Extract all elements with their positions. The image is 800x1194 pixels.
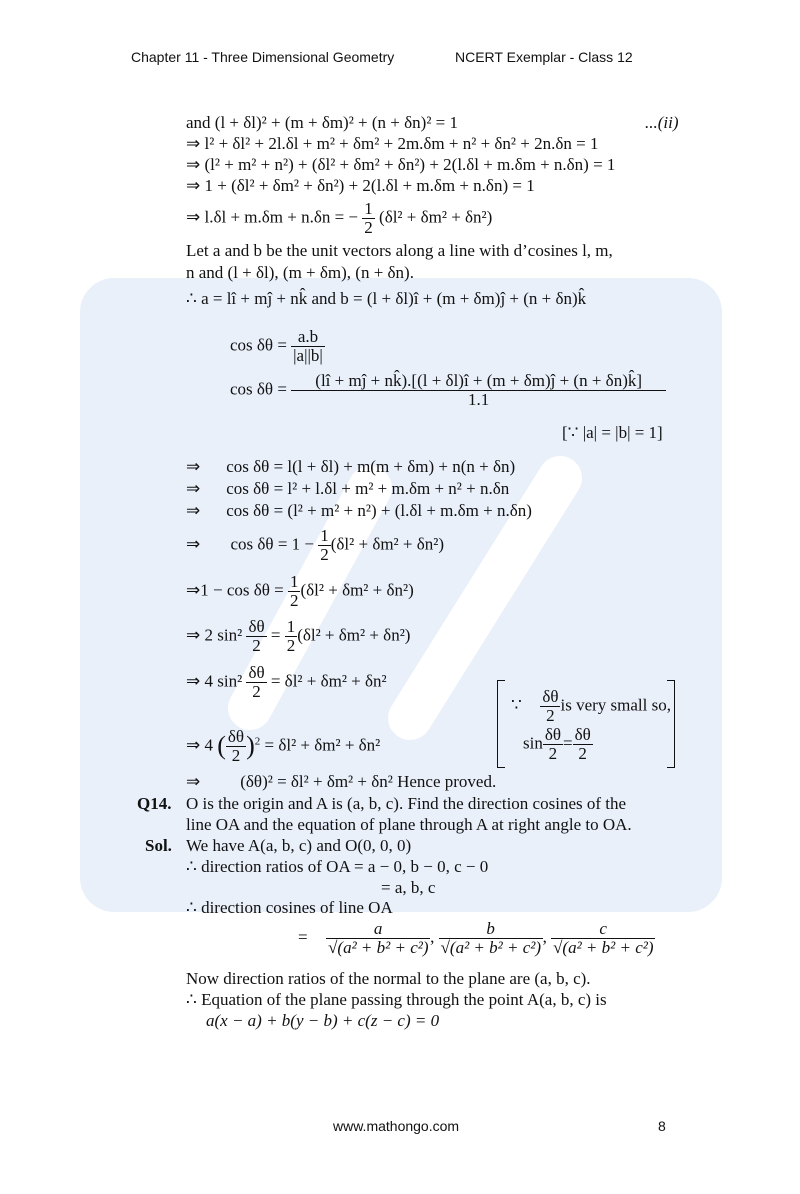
small-angle-note: ∵ $\frac{\delta\theta}{2}$ is very small so, sin $\frac{\delta\theta}{2}$ = $\frac{\delta\theta}{2}$ [497,680,675,766]
grouped-line: ⇒ (l² + m² + n²) + (δl² + δm² + δn²) + 2(l.δl + m.δm + n.δn) = 1 [186,155,616,174]
solution-line-3: = a, b, c [381,878,436,897]
step-1: ⇒ cos δθ = l(l + δl) + m(m + δm) + n(n + δn) [186,457,516,476]
solution-line-1: We have A(a, b, c) and O(0, 0, 0) [186,836,412,855]
let-statement-1: Let a and b be the unit vectors along a line with d’cosines l, m, [186,241,613,260]
equation-ii: and (l + δl)² + (m + δm)² + (n + δn)² = 1 [186,113,458,132]
question-text-1: O is the origin and A is (a, b, c). Find the direction cosines of the [186,794,627,813]
result-rhs: (δl² + δm² + δn²) [379,207,493,227]
book-title: NCERT Exemplar - Class 12 [455,49,633,65]
step-2: ⇒ cos δθ = l² + l.δl + m² + m.δm + n² + n.δn [186,479,510,498]
result-lhs: ⇒ l.δl + m.δm + n.δn = − [186,207,359,227]
half-fraction: $\frac{1}{2}$ [364,199,373,237]
let-statement-2: n and (l + δl), (m + δm), (n + δn). [186,263,414,282]
question-text-2: line OA and the equation of plane through A at right angle to OA. [186,815,632,834]
step-3: ⇒ cos δθ = (l² + m² + n²) + (l.δl + m.δm + n.δn) [186,501,532,520]
simplified-line: ⇒ 1 + (δl² + δm² + δn²) + 2(l.δl + m.δm + n.δn) = 1 [186,176,535,195]
step-8: ⇒ 4 ( $\frac{\delta\theta}{2}$ )$^2$ = δl² + δm² + δn² [186,727,381,765]
plane-equation: a(x − a) + b(y − b) + c(z − c) = 0 [206,1011,440,1030]
expansion-line: ⇒ l² + δl² + 2l.δl + m² + δm² + 2m.δm + n² + δn² + 2n.δn = 1 [186,134,599,153]
step-4: ⇒ cos δθ = 1 − $\frac{1}{2}$ (δl² + δm² + δn²) [186,526,445,564]
solution-label: Sol. [145,836,172,855]
vector-definition: ∴ a = lî + mĵ + nk̂ and b = (l + δl)î + (m + δm)ĵ + (n + δn)k̂ [186,289,587,308]
solution-line-5: Now direction ratios of the normal to the plane are (a, b, c). [186,969,591,988]
step-5: ⇒1 − cos δθ = $\frac{1}{2}$ (δl² + δm² + δn²) [186,572,414,610]
footer-website: www.mathongo.com [333,1118,460,1134]
equation-tag: ...(ii) [645,113,679,132]
final-result: ⇒ (δθ)² = δl² + δm² + δn² Hence proved. [186,772,497,791]
step-7: ⇒ 4 sin² $\frac{\delta\theta}{2}$ = δl² + δm² + δn² [186,663,387,701]
step-6: ⇒ 2 sin² $\frac{\delta\theta}{2}$ = $\frac{1}{2}$ (δl² + δm² + δn²) [186,617,411,655]
question-label: Q14. [137,794,172,813]
solution-line-6: ∴ Equation of the plane passing through the point A(a, b, c) is [186,990,607,1009]
direction-cosines: = $\frac{a}{\text{√(a² + b² + c²)}}$ , $\frac{b}{\text{√(a² + b² + c²)}}$ , $\frac{c}{\text{√(a² + b² + c²)}}$ [298,919,654,957]
page-number: 8 [658,1118,666,1134]
solution-line-4: ∴ direction cosines of line OA [186,898,393,917]
unit-vector-note: [∵ |a| = |b| = 1] [562,423,663,442]
cos-dot-formula: cos δθ = $\frac{a.b}{|a||b|}$ [230,327,323,365]
cos-expanded-formula: cos δθ = $\frac{(lî + mĵ + nk̂).[(l + \delta l)î + (m + \delta m)ĵ + (n + \delta n)k̂]}{1.1}$ [230,372,666,409]
chapter-title: Chapter 11 - Three Dimensional Geometry [131,49,395,65]
solution-line-2: ∴ direction ratios of OA = a − 0, b − 0, c − 0 [186,857,489,876]
result-line [186,200,492,237]
